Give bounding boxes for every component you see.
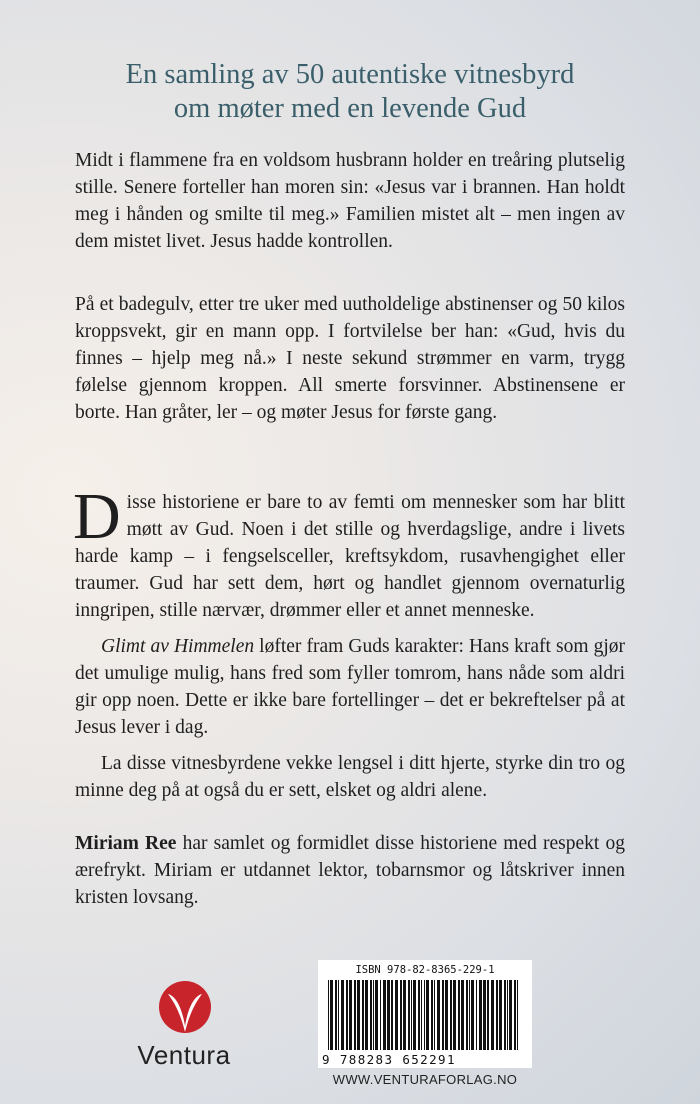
- barcode-bar: [517, 980, 518, 1050]
- barcode-bar: [479, 980, 482, 1050]
- barcode-bar: [421, 980, 422, 1050]
- barcode-bar: [437, 980, 440, 1050]
- author-bio: [75, 830, 625, 911]
- barcode-bar: [370, 980, 372, 1050]
- publisher-logo: [130, 980, 250, 1070]
- barcode-bar: [487, 980, 489, 1050]
- paragraph-intro: [73, 480, 625, 624]
- barcode-bar: [387, 980, 390, 1050]
- barcode-bar: [466, 980, 468, 1050]
- barcode-bar: [411, 980, 412, 1050]
- barcode-bar: [496, 980, 498, 1050]
- main-description: [73, 480, 625, 813]
- barcode-bar: [491, 980, 494, 1050]
- barcode-bar: [335, 980, 337, 1050]
- barcode-bar: [445, 980, 448, 1050]
- barcode-bar: [380, 980, 381, 1050]
- barcode-bar: [354, 980, 356, 1050]
- barcode-bar: [403, 980, 406, 1050]
- paragraph-fire-story: Midt i flammene fra en voldsom husbrann holder en treåring plutselig stille. Senere forteller han moren sin: «Jesus var i brannen. Han holdt meg i hånden og smilte til meg.» Familien mistet alt – men ingen av dem mistet livet. Jesus hadde kontrollen.: [75, 150, 625, 252]
- barcode-bar: [373, 980, 374, 1050]
- barcode: [318, 960, 532, 1068]
- barcode-bar: [365, 980, 368, 1050]
- barcode-bar: [346, 980, 348, 1050]
- barcode-bar: [507, 980, 508, 1050]
- barcode-bar: [509, 980, 512, 1050]
- barcode-bar: [408, 980, 410, 1050]
- back-cover-heading: [0, 58, 700, 126]
- paragraph-bathroom-story: På et badegulv, etter tre uker med uutholdelige abstinenser og 50 kilos kroppsvekt, gir en mann opp. I fortvilelse ber han: «Gud, hvis du finnes – hjelp meg nå.» I neste sekund strømmer en varm, trygg følelse gjennom kroppen. All smerte forsvinner. Abstinensene er borte. Han gråter, ler – og møter Jesus for første gang.: [75, 294, 625, 423]
- barcode-bar: [476, 980, 477, 1050]
- author-bio-text: har samlet og formidlet disse historiene med respekt og ærefrykt. Miriam er utdannet lektor, tobarnsmor og låtskriver innen kristen lovsang.: [75, 833, 625, 908]
- barcode-bars: [326, 980, 524, 1052]
- barcode-bar: [499, 980, 502, 1050]
- barcode-bar: [328, 980, 329, 1050]
- barcode-bar: [458, 980, 460, 1050]
- barcode-bar: [357, 980, 360, 1050]
- paragraph-book-summary-text: løfter fram Guds karakter: Hans kraft som gjør det umulige mulig, hans fred som fyller tomrom, hans nåde som aldri gir opp noen. Dette er ikke bare fortellinger – det er bekreftelser på at Jesus lever i dag.: [75, 636, 625, 738]
- barcode-bar: [461, 980, 464, 1050]
- paragraph-invitation: La disse vitnesbyrdene vekke lengsel i ditt hjerte, styrke din tro og minne deg på at også du er sett, elsket og aldri alene.: [75, 753, 625, 801]
- barcode-bar: [338, 980, 339, 1050]
- barcode-bar: [424, 980, 425, 1050]
- barcode-bar: [442, 980, 444, 1050]
- barcode-bar: [330, 980, 333, 1050]
- barcode-bar: [349, 980, 352, 1050]
- barcode-bar: [395, 980, 398, 1050]
- barcode-bar: [362, 980, 364, 1050]
- barcode-bar: [413, 980, 416, 1050]
- barcode-bar: [418, 980, 420, 1050]
- barcode-bar: [375, 980, 378, 1050]
- barcode-bar: [341, 980, 344, 1050]
- barcode-digits: 9 788283 652291: [322, 1052, 456, 1067]
- publisher-name: Ventura: [137, 1040, 231, 1070]
- ventura-logo-icon: [158, 980, 212, 1038]
- barcode-bar: [391, 980, 393, 1050]
- publisher-website: WWW.VENTURAFORLAG.NO: [332, 1072, 518, 1087]
- barcode-bar: [453, 980, 456, 1050]
- barcode-bar: [514, 980, 516, 1050]
- author-name: Miriam Ree: [75, 833, 177, 854]
- drop-cap: D: [73, 480, 121, 553]
- book-title: Glimt av Himmelen: [101, 636, 255, 657]
- barcode-bar: [450, 980, 452, 1050]
- heading-line-1: En samling av 50 autentiske vitnesbyrd: [125, 59, 575, 90]
- barcode-bar: [431, 980, 433, 1050]
- barcode-bar: [469, 980, 470, 1050]
- heading-line-2: om møter med en levende Gud: [173, 93, 527, 124]
- barcode-bar: [504, 980, 506, 1050]
- barcode-bar: [434, 980, 435, 1050]
- paragraph-intro-text: isse historiene er bare to av femti om mennesker som har blitt møtt av Gud. Noen i det stille og hverdagslige, andre i livets harde kamp – i fengselsceller, kreftsykdom, rusavhengighet eller traumer. Gud har sett dem, hørt og handlet gjennom overnaturlig inngripen, stille nærvær, drømmer eller et annet menneske.: [75, 492, 625, 621]
- paragraph-book-summary: [75, 633, 625, 741]
- barcode-bar: [483, 980, 486, 1050]
- barcode-bar: [426, 980, 429, 1050]
- barcode-bar: [400, 980, 402, 1050]
- isbn-label: ISBN 978-82-8365-229-1: [355, 964, 495, 976]
- barcode-bar: [471, 980, 474, 1050]
- barcode-bar: [383, 980, 386, 1050]
